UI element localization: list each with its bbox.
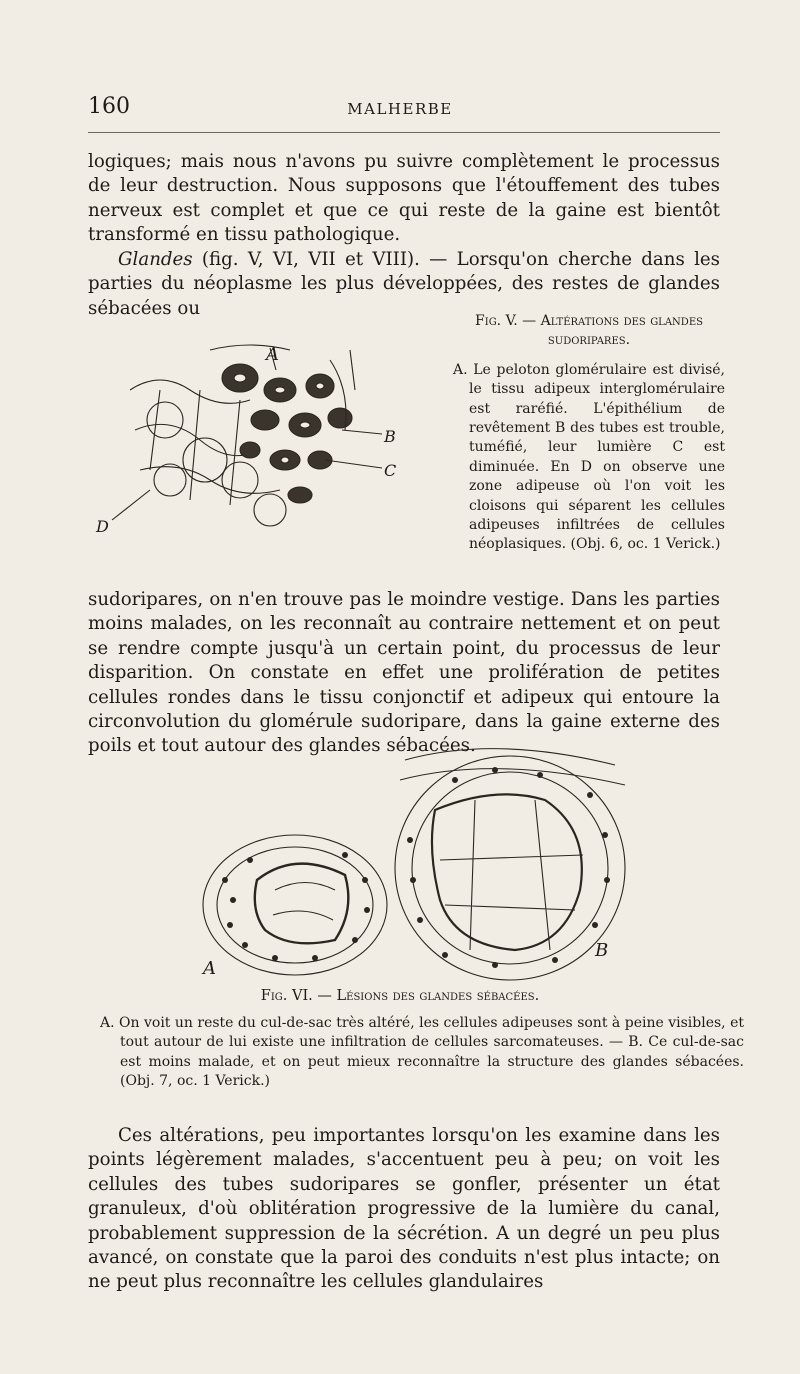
fig5-label-d: D	[96, 517, 109, 536]
figure-5-title: Fig. V. — Altérations des glandes sudoripares.	[475, 313, 703, 349]
fig6-label-b: B	[595, 940, 609, 961]
paragraph-2-rest: (fig. V, VI, VII et VIII). — Lorsqu'on cherche dans les parties du néoplasme les plus développées, des restes de glandes sébacées ou	[88, 249, 720, 319]
figure-5-caption	[453, 312, 725, 555]
header-rule	[88, 132, 720, 133]
page-number: 160	[88, 94, 130, 119]
figure-5-legend: A. Le peloton glomérulaire est divisé, le tissu adipeux interglomérulaire est raréfié. L'épithélium de revêtement B des tubes est trouble, tuméfié, leur lumière C est diminuée. En D on observe une zone adipeuse où l'on voit les cloisons qui séparent les cellules adipeuses infiltrées de cellules néoplasiques. (Obj. 6, oc. 1 Verick.)	[453, 361, 725, 553]
paragraph-3: sudoripares, on n'en trouve pas le moindre vestige. Dans les parties moins malades, on les reconnaît au contraire nettement et on peut se rendre compte jusqu'à un certain point, du processus de leur disparition. On constate en effet une prolifération de petites cellules rondes dans le tissu conjonctif et adipeux qui entoure la circonvolution du glomérule sudoripare, dans la gaine externe des poils et tout autour des glandes sébacées.	[88, 589, 720, 757]
figure-6-illustration	[195, 740, 635, 985]
figure-6-legend: A. On voit un reste du cul-de-sac très altéré, les cellules adipeuses sont à peine visibles, et tout autour de lui existe une infiltration de cellules sarcomateuses. — B. Ce cul-de-sac est moins malade, et on peut mieux reconnaître la structure des glandes sébacées. (Obj. 7, oc. 1 Verick.)	[100, 1015, 744, 1090]
paragraph-2	[88, 248, 720, 321]
figure-6-title: Fig. VI. — Lésions des glandes sébacées.	[260, 988, 540, 1004]
paragraph-1: logiques; mais nous n'avons pu suivre complètement le processus de leur destruction. Nous supposons que l'étouffement des tubes nerveux est complet et que ce qui reste de la gaine est bientôt transformé en tissu pathologique.	[88, 151, 720, 246]
glandes-lead: Glandes	[118, 249, 193, 270]
fig5-label-b: B	[384, 427, 396, 446]
figure-5-illustration	[90, 330, 440, 550]
fig5-label-c: C	[384, 461, 397, 480]
fig6-label-a: A	[203, 958, 216, 979]
paragraph-4: Ces altérations, peu importantes lorsqu'on les examine dans les points légèrement malades, s'accentuent peu à peu; on voit les cellules des tubes sudoripares se gonfler, présenter un état granuleux, d'où oblitération progressive de la lumière du canal, probablement suppression de la sécrétion. A un degré un peu plus avancé, on constate que la paroi des conduits n'est plus intacte; on ne peut plus reconnaître les cellules glandulaires	[88, 1125, 720, 1293]
fig5-label-a: A	[266, 344, 279, 365]
running-head: MALHERBE	[347, 100, 453, 118]
